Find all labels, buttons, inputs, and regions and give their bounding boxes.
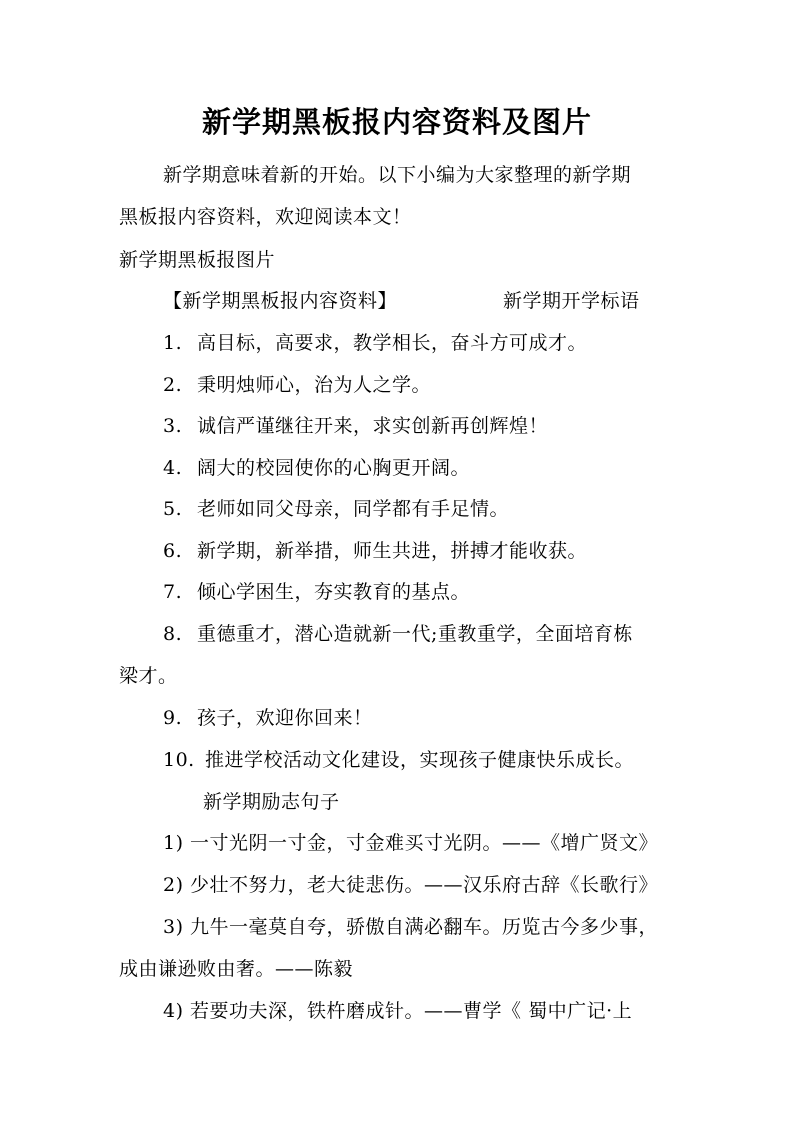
- intro-line-1: 新学期意味着新的开始。以下小编为大家整理的新学期: [163, 164, 632, 186]
- list-item-text: 诚信严谨继往开来，求实创新再创辉煌！: [197, 415, 549, 437]
- list-item-number: 4.: [163, 457, 183, 479]
- document-title: 新学期黑板报内容资料及图片: [201, 105, 592, 139]
- section-quotes-heading: 新学期励志句子: [203, 791, 340, 813]
- list-item: [163, 494, 509, 521]
- list-item-text: 秉明烛师心，治为人之学。: [197, 374, 432, 396]
- section-heading-row: [163, 286, 723, 313]
- list-item: [163, 745, 634, 772]
- list-item-number: 3.: [163, 415, 183, 437]
- quote-item: 3) 九牛一毫莫自夸，骄傲自满必翻车。历览古今多少事，: [163, 916, 659, 938]
- section-slogans-heading: 新学期开学标语: [503, 290, 640, 312]
- quote-item: 2) 少壮不努力，老大徒悲伤。——汉乐府古辞《长歌行》: [163, 874, 659, 896]
- list-item: [163, 370, 431, 397]
- list-item-text: 重德重才，潜心造就新一代;重教重学，全面培育栋: [197, 623, 633, 645]
- list-item: [163, 536, 587, 563]
- quote-item: 4) 若要功夫深，铁杵磨成针。——曹学《 蜀中广记·上: [163, 1000, 633, 1022]
- list-item-text: 老师如同父母亲，同学都有手足情。: [197, 498, 510, 520]
- list-item: [163, 411, 548, 438]
- list-item-number: 1.: [163, 332, 183, 354]
- list-item-number: 8.: [163, 623, 183, 645]
- section-content-heading: 【新学期黑板报内容资料】: [163, 290, 398, 312]
- list-item: [163, 328, 587, 355]
- list-item-text: 阔大的校园使你的心胸更开阔。: [197, 457, 471, 479]
- list-item-number: 7.: [163, 581, 183, 603]
- quote-item-continuation: 成由谦逊败由奢。——陈毅: [119, 958, 354, 980]
- list-item-number: 10.: [163, 749, 195, 771]
- list-item-number: 9.: [163, 707, 183, 729]
- list-item-text: 倾心学困生，夯实教育的基点。: [197, 581, 471, 603]
- section-pictures-heading: 新学期黑板报图片: [119, 249, 276, 271]
- list-item-text: 高目标，高要求，教学相长，奋斗方可成才。: [197, 332, 588, 354]
- list-item-text: 推进学校活动文化建设，实现孩子健康快乐成长。: [205, 749, 635, 771]
- list-item-number: 5.: [163, 498, 183, 520]
- list-item-text: 孩子，欢迎你回来！: [197, 707, 373, 729]
- list-item-number: 2.: [163, 374, 183, 396]
- list-item: [163, 453, 470, 480]
- list-item: [163, 577, 470, 604]
- quote-item: 1) 一寸光阴一寸金，寸金难买寸光阴。——《增广贤文》: [163, 832, 659, 854]
- list-item-continuation: 梁才。: [119, 665, 178, 687]
- list-item-text: 新学期，新举措，师生共进，拼搏才能收获。: [197, 540, 588, 562]
- list-item-number: 6.: [163, 540, 183, 562]
- list-item: [163, 703, 373, 730]
- intro-line-2: 黑板报内容资料，欢迎阅读本文！: [119, 206, 412, 228]
- list-item: [163, 619, 633, 646]
